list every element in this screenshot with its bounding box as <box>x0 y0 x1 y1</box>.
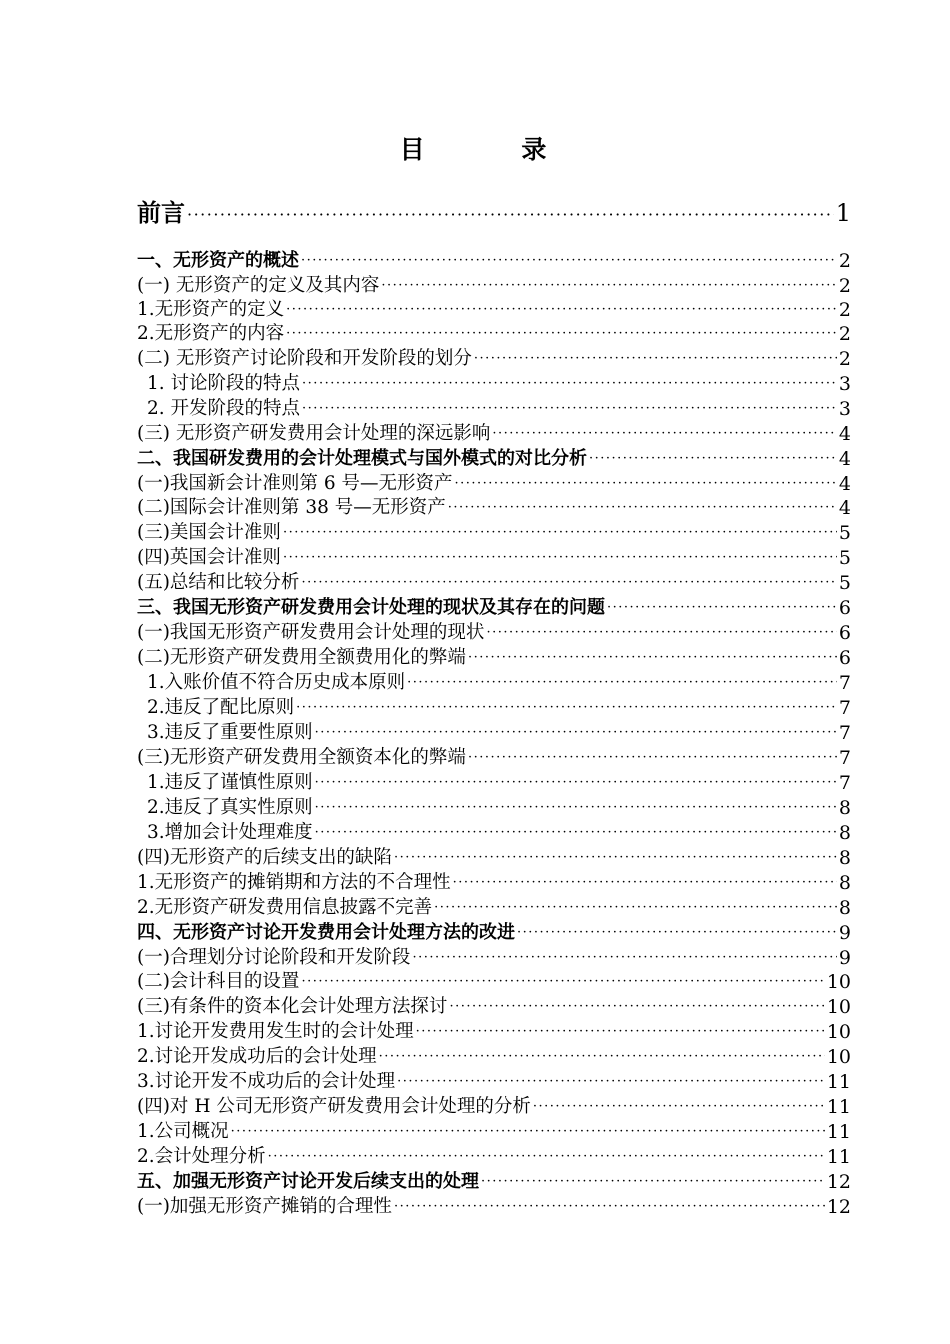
toc-entry-page: 11 <box>826 1146 851 1168</box>
toc-entry-title: (一) 无形资产的定义及其内容 <box>137 275 380 296</box>
toc-entry[interactable] <box>137 970 851 994</box>
toc-entry[interactable] <box>137 1145 851 1169</box>
toc-entry-title: 1.入账价值不符合历史成本原则 <box>147 672 406 693</box>
toc-entry[interactable] <box>137 298 851 322</box>
toc-entry-preface[interactable] <box>137 196 851 230</box>
toc-entry[interactable] <box>137 746 851 770</box>
dot-leader <box>486 624 836 642</box>
toc-entry-page: 7 <box>838 747 851 769</box>
toc-entry-title: (四)英国会计准则 <box>137 547 281 568</box>
toc-entry-page: 8 <box>838 847 851 869</box>
dot-leader <box>301 252 837 270</box>
toc-entry-page: 12 <box>826 1171 851 1193</box>
toc-entry-page: 9 <box>838 947 851 969</box>
toc-entry[interactable] <box>137 621 851 645</box>
dot-leader <box>416 1023 825 1041</box>
toc-entry-title: (二)会计科目的设置 <box>137 971 300 992</box>
toc-entry-title: 1.讨论开发费用发生时的会计处理 <box>137 1021 414 1042</box>
toc-entry-page: 2 <box>838 299 851 321</box>
toc-entry-page: 8 <box>838 822 851 844</box>
toc-entry-title: (一)我国新会计准则第 6 号—无形资产 <box>137 473 453 494</box>
toc-entry-page: 7 <box>838 672 851 694</box>
toc-entry[interactable] <box>137 472 851 496</box>
toc-entry-page: 11 <box>826 1096 851 1118</box>
toc-entry-page: 3 <box>838 373 851 395</box>
toc-entry-title: (三)有条件的资本化会计处理方法探讨 <box>137 996 448 1017</box>
toc-entry[interactable] <box>137 322 851 346</box>
toc-entry[interactable] <box>137 1020 851 1044</box>
dot-leader <box>517 924 837 942</box>
toc-entry[interactable] <box>137 871 851 895</box>
toc-entry-title: 1.公司概况 <box>137 1121 229 1142</box>
toc-entry-page: 5 <box>838 522 851 544</box>
dot-leader <box>449 998 824 1016</box>
toc-entry[interactable] <box>137 1045 851 1069</box>
dot-leader <box>434 899 837 917</box>
toc-entry[interactable] <box>137 1195 851 1219</box>
toc-entry-title: (四)无形资产的后续支出的缺陷 <box>137 847 392 868</box>
toc-entry-page: 6 <box>838 647 851 669</box>
toc-entry[interactable] <box>137 796 851 820</box>
toc-entry[interactable] <box>137 671 851 695</box>
toc-entry-title: 3.增加会计处理难度 <box>147 822 313 843</box>
dot-leader <box>448 499 837 517</box>
toc-entry-page: 10 <box>826 1046 851 1068</box>
toc-entry-title: (一)我国无形资产研发费用会计处理的现状 <box>137 622 485 643</box>
toc-entry-title: 2.违反了真实性原则 <box>147 797 313 818</box>
toc-entry[interactable] <box>137 521 851 545</box>
toc-entry-title: 一、无形资产的概述 <box>137 250 299 271</box>
toc-entry[interactable] <box>137 846 851 870</box>
dot-leader <box>231 1123 825 1141</box>
toc-entry-page: 9 <box>838 922 851 944</box>
toc-entry-title: 1.无形资产的定义 <box>137 299 285 320</box>
toc-entry-title: (二)无形资产研发费用全额费用化的弊端 <box>137 647 466 668</box>
toc-entry[interactable] <box>137 771 851 795</box>
dot-leader <box>481 1173 825 1191</box>
toc-entry-title: (三)美国会计准则 <box>137 522 281 543</box>
toc-entry-title: (二) 无形资产讨论阶段和开发阶段的划分 <box>137 348 472 369</box>
toc-entry[interactable] <box>137 274 851 298</box>
toc-entry-title: 前言 <box>137 199 185 227</box>
dot-leader <box>315 799 837 817</box>
toc-entry[interactable] <box>137 696 851 720</box>
toc-entry-title: 2.无形资产的内容 <box>137 323 285 344</box>
toc-entry-chapter[interactable] <box>137 921 851 945</box>
dot-leader <box>533 1098 825 1116</box>
toc-entry-title: 三、我国无形资产研发费用会计处理的现状及其存在的问题 <box>137 597 605 618</box>
toc-entry-title: (一)加强无形资产摊销的合理性 <box>137 1196 392 1217</box>
toc-entry-page: 10 <box>826 1021 851 1043</box>
toc-entry-chapter[interactable] <box>137 1170 851 1194</box>
dot-leader <box>453 874 837 892</box>
toc-entry-page: 3 <box>838 398 851 420</box>
dot-leader <box>381 277 837 295</box>
dot-leader <box>407 674 837 692</box>
dot-leader <box>268 1148 825 1166</box>
toc-entry[interactable] <box>137 995 851 1019</box>
toc-entry-title: (三)无形资产研发费用全额资本化的弊端 <box>137 747 466 768</box>
toc-entry-title: 1.无形资产的摊销期和方法的不合理性 <box>137 872 451 893</box>
toc-entry[interactable] <box>137 422 851 446</box>
toc-entry-page: 8 <box>838 872 851 894</box>
toc-entry-title: (四)对 H 公司无形资产研发费用会计处理的分析 <box>137 1096 531 1117</box>
toc-entry-title: (二)国际会计准则第 38 号—无形资产 <box>137 497 446 518</box>
toc-entry-title: 五、加强无形资产讨论开发后续支出的处理 <box>137 1171 479 1192</box>
dot-leader <box>412 949 836 967</box>
dot-leader <box>187 206 834 224</box>
dot-leader <box>454 475 836 493</box>
toc-entry-title: 1. 讨论阶段的特点 <box>147 373 301 394</box>
toc-entry[interactable] <box>137 646 851 670</box>
toc-entry-title: 3.讨论开发不成功后的会计处理 <box>137 1071 396 1092</box>
toc-entry-title: 2.讨论开发成功后的会计处理 <box>137 1046 377 1067</box>
toc-entry-chapter[interactable] <box>137 596 851 620</box>
toc-entry[interactable] <box>137 821 851 845</box>
toc-entry[interactable] <box>137 397 851 421</box>
dot-leader <box>397 1073 825 1091</box>
toc-entry-page: 12 <box>826 1196 851 1218</box>
toc-entry-title: 二、我国研发费用的会计处理模式与国外模式的对比分析 <box>137 448 587 469</box>
dot-leader <box>394 849 837 867</box>
dot-leader <box>315 824 837 842</box>
dot-leader <box>468 649 837 667</box>
toc-entry-title: 1.违反了谨慎性原则 <box>147 772 313 793</box>
toc-entry-page: 1 <box>835 199 851 227</box>
toc-entry-title: 3.违反了重要性原则 <box>147 722 313 743</box>
dot-leader <box>301 574 836 592</box>
toc-entry-page: 2 <box>838 275 851 297</box>
toc-entry-title: 2.会计处理分析 <box>137 1146 266 1167</box>
toc-entry-page: 2 <box>838 250 851 272</box>
toc-entry-page: 4 <box>838 473 851 495</box>
toc-entry[interactable] <box>137 546 851 570</box>
toc-entry[interactable] <box>137 721 851 745</box>
dot-leader <box>468 749 837 767</box>
dot-leader <box>492 425 837 443</box>
dot-leader <box>283 549 837 567</box>
toc-entry-page: 4 <box>838 448 851 470</box>
toc-entry-page: 8 <box>838 797 851 819</box>
toc-entry-page: 5 <box>838 547 851 569</box>
dot-leader <box>301 973 824 991</box>
toc-entry-page: 5 <box>838 572 851 594</box>
toc-entry-chapter[interactable] <box>137 447 851 471</box>
toc-entry-page: 8 <box>838 897 851 919</box>
toc-entry-page: 7 <box>838 772 851 794</box>
toc-entry-page: 4 <box>838 423 851 445</box>
toc-entry-page: 7 <box>838 722 851 744</box>
dot-leader <box>394 1198 825 1216</box>
toc-entry-page: 2 <box>838 323 851 345</box>
toc-entry-title: 2. 开发阶段的特点 <box>147 398 301 419</box>
dot-leader <box>315 774 837 792</box>
toc-entry-page: 10 <box>826 971 851 993</box>
toc-entry-title: (五)总结和比较分析 <box>137 572 300 593</box>
toc-entry[interactable] <box>137 896 851 920</box>
toc-entry-page: 10 <box>826 996 851 1018</box>
toc-entry-page: 4 <box>838 497 851 519</box>
toc-entry[interactable] <box>137 1095 851 1119</box>
dot-leader <box>302 400 837 418</box>
toc-entry-title: (一)合理划分讨论阶段和开发阶段 <box>137 947 411 968</box>
toc-entry[interactable] <box>137 347 851 371</box>
dot-leader <box>607 599 837 617</box>
toc-entry-page: 7 <box>838 697 851 719</box>
dot-leader <box>474 350 837 368</box>
toc-entry[interactable] <box>137 372 851 396</box>
dot-leader <box>286 325 837 343</box>
toc-entry[interactable] <box>137 571 851 595</box>
toc-entry[interactable] <box>137 946 851 970</box>
toc-entry-page: 11 <box>826 1071 851 1093</box>
toc-entry-page: 11 <box>826 1121 851 1143</box>
toc-entry-title: 2.无形资产研发费用信息披露不完善 <box>137 897 433 918</box>
toc-entry[interactable] <box>137 1070 851 1094</box>
toc-entry[interactable] <box>137 496 851 520</box>
dot-leader <box>379 1048 825 1066</box>
dot-leader <box>296 699 837 717</box>
dot-leader <box>589 450 837 468</box>
dot-leader <box>286 301 837 319</box>
toc-entry-title: 2.违反了配比原则 <box>147 697 295 718</box>
toc-entry-title: 四、无形资产讨论开发费用会计处理方法的改进 <box>137 922 515 943</box>
dot-leader <box>283 524 837 542</box>
dot-leader <box>302 375 837 393</box>
toc-entry[interactable] <box>137 1120 851 1144</box>
toc-entry-page: 6 <box>838 622 851 644</box>
toc-entry-chapter[interactable] <box>137 249 851 273</box>
toc-entry-page: 6 <box>838 597 851 619</box>
toc-entry-page: 2 <box>838 348 851 370</box>
page-title: 目 录 <box>399 135 591 164</box>
dot-leader <box>315 724 837 742</box>
toc-entry-title: (三) 无形资产研发费用会计处理的深远影响 <box>137 423 491 444</box>
